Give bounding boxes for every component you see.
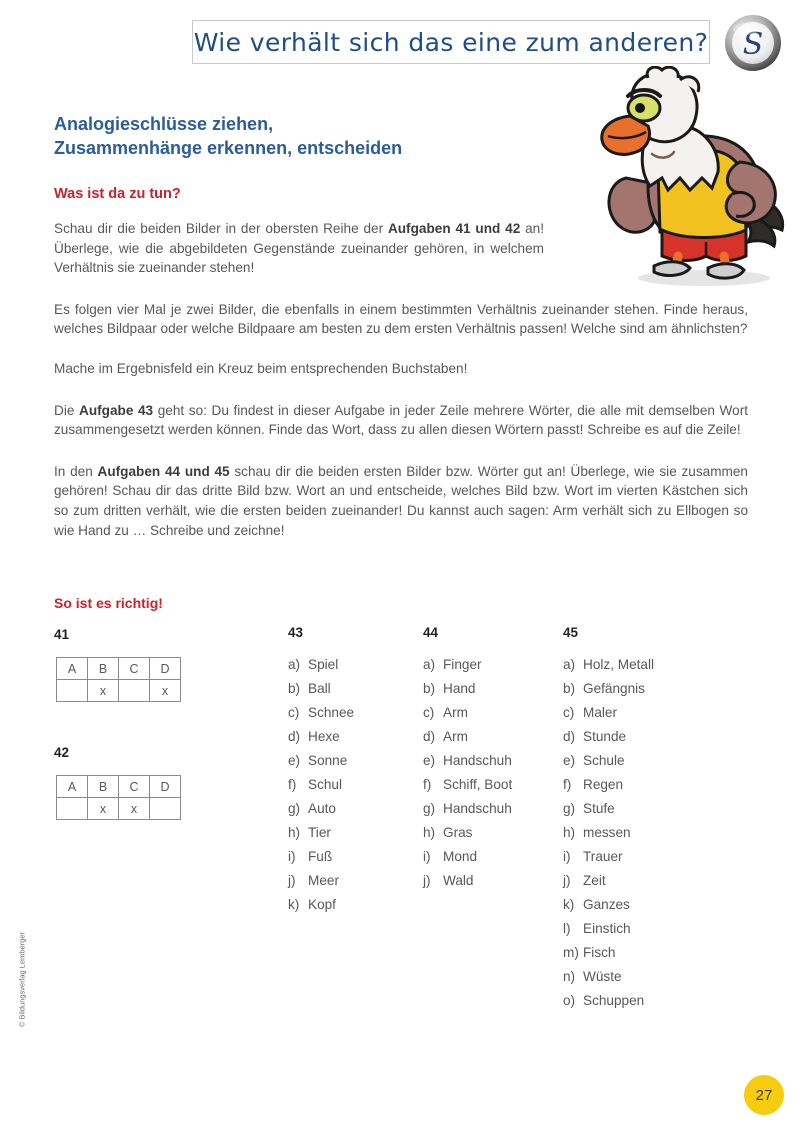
list-item-text: Schiff, Boot (443, 777, 513, 792)
list-item-text: Tier (308, 825, 331, 840)
list-item-marker: h) (423, 825, 436, 840)
grid-42-mark-b[interactable]: x (88, 798, 119, 820)
list-item-marker: j) (423, 873, 431, 888)
para-4-bold: Aufgabe 43 (79, 402, 154, 418)
para-5-text-a: In den (54, 463, 98, 479)
list-item-text: messen (583, 825, 631, 840)
instruction-paragraph-3: Mache im Ergebnisfeld ein Kreuz beim entsprechenden Buchstaben! (54, 360, 468, 376)
title-banner (192, 20, 710, 64)
list-item-marker: i) (423, 849, 431, 864)
list-item (563, 725, 654, 749)
list-item (563, 845, 654, 869)
list-item-marker: e) (423, 753, 436, 768)
list-item-marker: e) (288, 753, 301, 768)
grid-42-header-b: B (88, 776, 119, 798)
list-item (563, 653, 654, 677)
list-item-marker: c) (563, 705, 575, 720)
list-item (563, 917, 654, 941)
list-item-text: Schnee (308, 705, 355, 720)
answer-column-44 (423, 625, 512, 893)
list-item-text: Schule (583, 753, 625, 768)
list-item-text: Ganzes (583, 897, 630, 912)
list-item-text: Holz, Metall (583, 657, 655, 672)
list-item-marker: h) (563, 825, 576, 840)
table-row-headers (57, 658, 181, 680)
list-item (423, 701, 512, 725)
answer-column-44-number: 44 (423, 625, 439, 640)
grid-label-41: 41 (54, 627, 70, 642)
list-item (288, 701, 354, 725)
answer-list-44 (423, 653, 512, 893)
list-item (288, 677, 354, 701)
instructions-section (54, 112, 754, 540)
list-item (288, 773, 354, 797)
list-item (563, 893, 654, 917)
grid-41-header-c: C (119, 658, 150, 680)
list-item-marker: c) (288, 705, 300, 720)
grid-41-mark-d[interactable]: x (150, 680, 181, 702)
list-item (563, 677, 654, 701)
list-item (423, 725, 512, 749)
grid-41-mark-b[interactable]: x (88, 680, 119, 702)
list-item-marker: b) (288, 681, 301, 696)
list-item-text: Regen (583, 777, 624, 792)
list-item-marker: f) (423, 777, 432, 792)
answer-column-45 (563, 625, 654, 1013)
list-item (563, 941, 654, 965)
list-item-marker: b) (563, 681, 576, 696)
list-item-text: Fuß (308, 849, 333, 864)
list-item (288, 893, 354, 917)
svg-text:S: S (742, 27, 764, 62)
list-item-marker: n) (563, 969, 576, 984)
list-item (563, 869, 654, 893)
list-item (288, 749, 354, 773)
grid-41-header-a: A (57, 658, 88, 680)
list-item-marker: a) (563, 657, 576, 672)
grid-42-mark-a[interactable] (57, 798, 88, 820)
list-item-text: Mond (443, 849, 478, 864)
instruction-paragraph-5 (54, 462, 748, 540)
grid-label-42: 42 (54, 745, 70, 760)
list-item-marker: d) (563, 729, 576, 744)
list-item (423, 821, 512, 845)
para-1-text-a: Schau dir die beiden Bilder in der obersten Reihe der (54, 221, 388, 236)
list-item-text: Sonne (308, 753, 348, 768)
list-item (288, 725, 354, 749)
solutions-heading: So ist es richtig! (54, 595, 163, 611)
list-item-text: Auto (308, 801, 336, 816)
table-row-headers (57, 776, 181, 798)
list-item-text: Gras (443, 825, 473, 840)
page-heading-line-2: Zusammenhänge erkennen, entscheiden (54, 138, 403, 158)
list-item-marker: k) (563, 897, 575, 912)
copyright-notice: © Bildungsverlag Lemberger (17, 931, 27, 1028)
list-item-text: Zeit (583, 873, 606, 888)
list-item (423, 773, 512, 797)
list-item-marker: a) (423, 657, 436, 672)
instruction-paragraph-4 (54, 401, 748, 440)
list-item-marker: o) (563, 993, 576, 1008)
list-item-marker: m) (563, 945, 579, 960)
list-item-text: Ball (308, 681, 331, 696)
list-item-text: Meer (308, 873, 339, 888)
table-row-marks (57, 680, 181, 702)
list-item (563, 821, 654, 845)
list-item-text: Finger (443, 657, 482, 672)
list-item-text: Spiel (308, 657, 339, 672)
list-item (288, 653, 354, 677)
list-item-marker: g) (423, 801, 436, 816)
list-item (288, 845, 354, 869)
page-title: Wie verhält sich das eine zum anderen? (193, 27, 709, 57)
list-item (423, 653, 512, 677)
instruction-paragraph-2: Es folgen vier Mal je zwei Bilder, die ebenfalls in einem bestimmten Verhältnis zueinander stehen. Finde heraus, welches Bildpaar oder welche Bildpaare am besten zu dem ersten Verhältnis passen! Welche sind am ähnlichsten? (54, 301, 748, 337)
list-item (563, 797, 654, 821)
answer-column-45-number: 45 (563, 625, 579, 640)
para-5-text-c: schau dir die beiden ersten Bilder bzw. Wörter gut an! Überlege, wie sie zusammen gehören! Schau dir das dritte Bild bzw. Wort an und entscheide, welches Bild bzw. Wort im vierten Kästchen sich so zum dritten verhält, wie die ersten beiden zueinander! Du kannst auch sagen: Arm verhält sich zu Ellbogen so wie Hand zu … Schreibe und zeichne! (54, 463, 748, 538)
list-item-marker: b) (423, 681, 436, 696)
answer-list-45 (563, 653, 654, 1013)
list-item (563, 773, 654, 797)
answer-column-43 (288, 625, 354, 917)
list-item (288, 821, 354, 845)
page-heading-line-1: Analogieschlüsse ziehen, (54, 114, 274, 134)
list-item-marker: i) (288, 849, 296, 864)
list-item-marker: l) (563, 921, 571, 936)
list-item (423, 845, 512, 869)
grid-42-mark-d[interactable] (150, 798, 181, 820)
grid-41-header-d: D (150, 658, 181, 680)
list-item-text: Hand (443, 681, 476, 696)
answer-grid-42 (56, 775, 181, 820)
para-4-text-c: geht so: Du findest in dieser Aufgabe in jeder Zeile mehrere Wörter, die alle mit demselben Wort zusammengesetzt werden können. Finde das Wort, dass zu allen diesen Wörtern passt! Schreibe es auf die Zeile! (54, 402, 748, 438)
para-1-bold: Aufgaben 41 und 42 (387, 221, 521, 236)
table-row-marks (57, 798, 181, 820)
task-prompt-heading: Was ist da zu tun? (54, 186, 181, 202)
list-item-text: Arm (443, 729, 468, 744)
list-item-text: Handschuh (443, 753, 512, 768)
list-item (563, 989, 654, 1013)
instruction-paragraph-1 (54, 219, 544, 278)
page-heading (54, 112, 524, 160)
grid-42-mark-c[interactable]: x (119, 798, 150, 820)
list-item-marker: f) (288, 777, 297, 792)
list-item-text: Fisch (583, 945, 616, 960)
answer-column-43-number: 43 (288, 625, 304, 640)
list-item (563, 965, 654, 989)
publisher-logo-icon (724, 14, 782, 72)
list-item-text: Wüste (583, 969, 622, 984)
list-item-marker: k) (288, 897, 300, 912)
list-item-text: Handschuh (443, 801, 512, 816)
list-item-marker: c) (423, 705, 435, 720)
list-item (423, 677, 512, 701)
list-item-marker: j) (563, 873, 571, 888)
list-item-text: Schuppen (583, 993, 645, 1008)
list-item-text: Stunde (583, 729, 627, 744)
grid-41-mark-a[interactable] (57, 680, 88, 702)
list-item (423, 797, 512, 821)
list-item-marker: e) (563, 753, 576, 768)
list-item-marker: i) (563, 849, 571, 864)
list-item-marker: g) (288, 801, 301, 816)
answer-list-43 (288, 653, 354, 917)
list-item-text: Einstich (583, 921, 631, 936)
list-item-marker: g) (563, 801, 576, 816)
list-item-marker: f) (563, 777, 572, 792)
para-5-bold: Aufgaben 44 und 45 (97, 463, 230, 479)
grid-41-mark-c[interactable] (119, 680, 150, 702)
list-item-text: Kopf (308, 897, 336, 912)
list-item-text: Maler (583, 705, 617, 720)
list-item (288, 869, 354, 893)
list-item-marker: j) (288, 873, 296, 888)
list-item (423, 869, 512, 893)
list-item-text: Trauer (583, 849, 623, 864)
para-1-text-c: an! Überlege, wie die abgebildeten Gegenstände zueinander gehören, in welchem Verhältnis sie zueinander stehen! (54, 221, 544, 276)
grid-41-header-b: B (88, 658, 119, 680)
grid-42-header-a: A (57, 776, 88, 798)
list-item-text: Hexe (308, 729, 340, 744)
list-item-marker: d) (423, 729, 436, 744)
list-item (563, 701, 654, 725)
list-item-text: Schul (308, 777, 343, 792)
list-item (288, 797, 354, 821)
list-item-text: Arm (443, 705, 468, 720)
grid-42-header-d: D (150, 776, 181, 798)
list-item (563, 749, 654, 773)
list-item-marker: d) (288, 729, 301, 744)
list-item (423, 749, 512, 773)
list-item-text: Stufe (583, 801, 615, 816)
page-number-badge: 27 (744, 1075, 784, 1115)
grid-42-header-c: C (119, 776, 150, 798)
answer-grid-41 (56, 657, 181, 702)
list-item-marker: a) (288, 657, 301, 672)
list-item-marker: h) (288, 825, 301, 840)
list-item-text: Wald (443, 873, 474, 888)
list-item-text: Gefängnis (583, 681, 645, 696)
para-4-text-a: Die (54, 402, 80, 418)
